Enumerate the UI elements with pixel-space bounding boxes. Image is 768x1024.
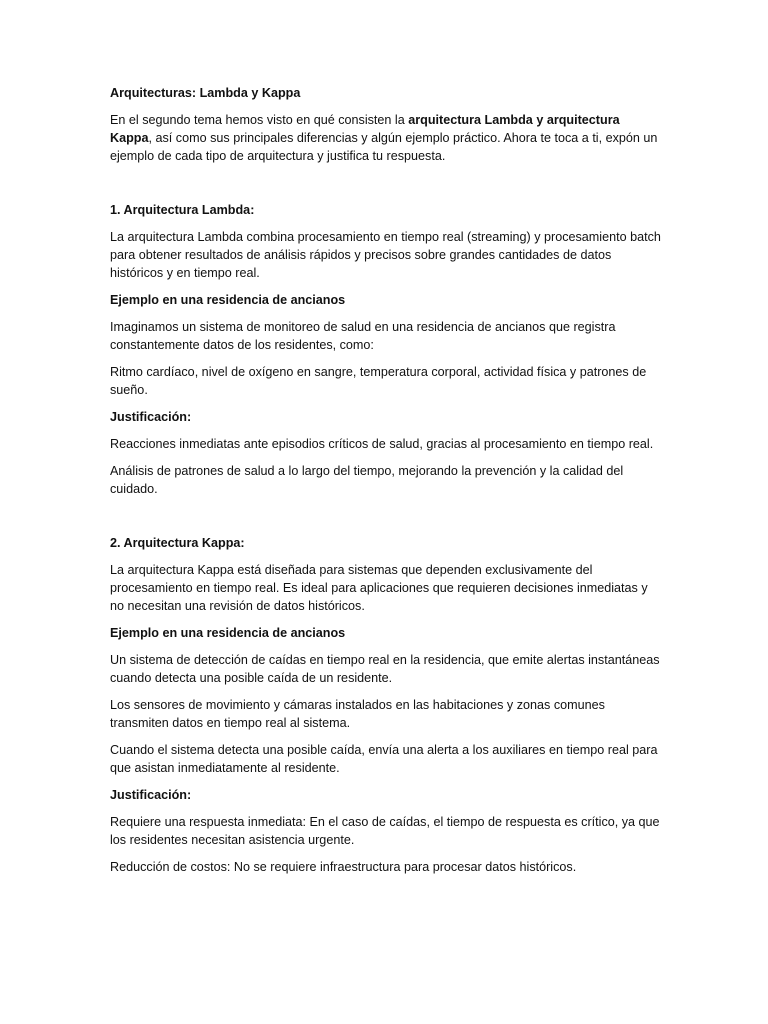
lambda-justification-paragraph-1: Reacciones inmediatas ante episodios críticos de salud, gracias al procesamiento en tiempo real.	[110, 437, 654, 451]
section-spacer	[110, 174, 662, 201]
kappa-description: La arquitectura Kappa está diseñada para sistemas que dependen exclusivamente del procesamiento en tiempo real. Es ideal para aplicaciones que requieren decisiones inmediatas y no necesitan una revisión de datos históricos.	[110, 563, 648, 613]
kappa-example-heading: Ejemplo en una residencia de ancianos	[110, 626, 346, 640]
document-title: Arquitecturas: Lambda y Kappa	[110, 86, 301, 100]
lambda-justification-paragraph-2: Análisis de patrones de salud a lo largo del tiempo, mejorando la prevención y la calidad del cuidado.	[110, 464, 624, 496]
kappa-example-paragraph-2: Los sensores de movimiento y cámaras instalados en las habitaciones y zonas comunes transmiten datos en tiempo real al sistema.	[110, 698, 605, 730]
section-spacer	[110, 507, 662, 534]
intro-text-part2: , así como sus principales diferencias y algún ejemplo práctico. Ahora te toca a ti, expón un ejemplo de cada tipo de arquitectura y justifica tu respuesta.	[110, 131, 658, 163]
lambda-example-paragraph-2: Ritmo cardíaco, nivel de oxígeno en sangre, temperatura corporal, actividad física y patrones de sueño.	[110, 365, 647, 397]
document-page	[110, 84, 662, 885]
lambda-description: La arquitectura Lambda combina procesamiento en tiempo real (streaming) y procesamiento batch para obtener resultados de análisis rápidos y precisos sobre grandes cantidades de datos históricos y en tiempo real.	[110, 230, 661, 280]
lambda-example-paragraph-1: Imaginamos un sistema de monitoreo de salud en una residencia de ancianos que registra constantemente datos de los residentes, como:	[110, 320, 616, 352]
kappa-heading: 2. Arquitectura Kappa:	[110, 536, 245, 550]
intro-text-part1: En el segundo tema hemos visto en qué consisten la	[110, 113, 409, 127]
lambda-example-heading: Ejemplo en una residencia de ancianos	[110, 293, 346, 307]
intro-text-bold: arquitectura Lambda y arquitectura Kappa	[110, 113, 620, 145]
kappa-example-paragraph-1: Un sistema de detección de caídas en tiempo real en la residencia, que emite alertas instantáneas cuando detecta una posible caída de un residente.	[110, 653, 660, 685]
kappa-justification-heading: Justificación:	[110, 788, 192, 802]
kappa-justification-paragraph-1: Requiere una respuesta inmediata: En el caso de caídas, el tiempo de respuesta es crítico, ya que los residentes necesitan asistencia urgente.	[110, 815, 660, 847]
intro-paragraph	[110, 111, 662, 165]
kappa-justification-paragraph-2: Reducción de costos: No se requiere infraestructura para procesar datos históricos.	[110, 860, 577, 874]
lambda-heading: 1. Arquitectura Lambda:	[110, 203, 255, 217]
kappa-example-paragraph-3: Cuando el sistema detecta una posible caída, envía una alerta a los auxiliares en tiempo real para que asistan inmediatamente al residente.	[110, 743, 658, 775]
lambda-justification-heading: Justificación:	[110, 410, 192, 424]
